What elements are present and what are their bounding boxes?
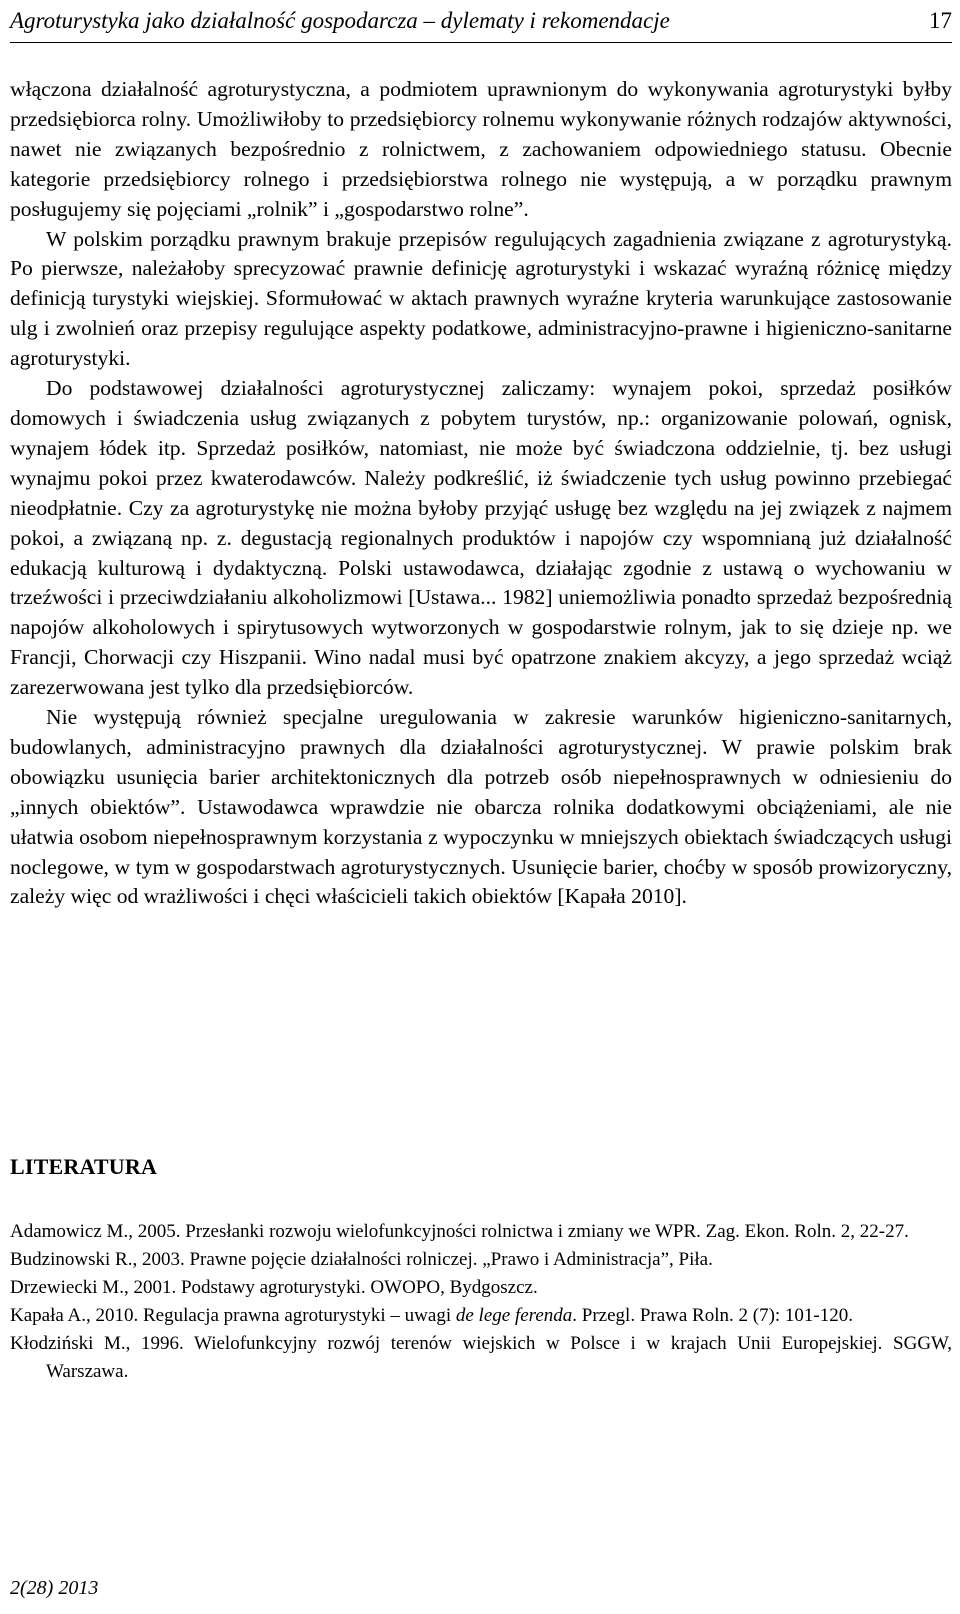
page-number: 17 (929, 8, 952, 33)
reference-item (10, 1302, 952, 1330)
reference-text: Kapała A., 2010. Regulacja prawna agroturystyki – uwagi (10, 1305, 456, 1326)
reference-item (10, 1218, 952, 1246)
main-text (10, 75, 952, 912)
reference-item (10, 1246, 952, 1274)
reference-italic-text: de lege ferenda (455, 1305, 573, 1326)
reference-list (10, 1218, 952, 1386)
reference-item (10, 1330, 952, 1386)
paragraph: włączona działalność agroturystyczna, a podmiotem uprawnionym do wykonywania agroturystyki byłby przedsiębiorca rolny. Umożliwiłoby to przedsiębiorcy rolnemu wykonywanie różnych rodzajów aktywności, nawet nie związanych bezpośrednio z rolnictwem, z zachowaniem odpowiedniego statusu. Obecnie kategorie przedsiębiorcy rolnego i przedsiębiorstwa rolnego nie występują, a w porządku prawnym posługujemy się pojęciami „rolnik” i „gospodarstwo rolne”. (10, 77, 952, 221)
paragraph: Do podstawowej działalności agroturystycznej zaliczamy: wynajem pokoi, sprzedaż posiłków domowych i świadczenia usług związanych z pobytem turystów, np.: organizowanie polowań, ognisk, wynajem łódek itp. Sprzedaż posiłków, natomiast, nie może być świadczona oddzielnie, tj. bez usługi wynajmu pokoi przez kwaterodawców. Należy podkreślić, iż świadczenie tych usług powinno przebiegać nieodpłatnie. Czy za agroturystykę nie można byłoby przyjąć usługę bez względu na jej związek z najmem pokoi, a związaną np. z. degustacją regionalnych produktów i napojów czy wspomnianą już działalność edukacją kulturową i dydaktyczną. Polski ustawodawca, działając zgodnie z ustawą o wychowaniu w trzeźwości i przeciwdziałaniu alkoholizmowi [Ustawa... 1982] uniemożliwia ponadto sprzedaż bezpośrednią napojów alkoholowych i spirytusowych wytworzonych w gospodarstwie rolnym, jak to się dzieje np. we Francji, Chorwacji czy Hiszpanii. Wino nadal musi być opatrzone znakiem akcyzy, a jego sprzedaż wciąż zarezerwowana jest tylko dla przedsiębiorców. (10, 376, 952, 700)
paragraph: Nie występują również specjalne uregulowania w zakresie warunków higieniczno-sanitarnych, budowlanych, administracyjno prawnych dla działalności agroturystycznej. W prawie polskim brak obowiązku usunięcia barier architektonicznych dla potrzeb osób niepełnosprawnych w odniesieniu do „innych obiektów”. Ustawodawca wprawdzie nie obarcza rolnika dodatkowymi obciążeniami, ale nie ułatwia osobom niepełnosprawnym korzystania z wypoczynku w mniejszych obiektach świadczących usługi noclegowe, w tym w gospodarstwach agroturystycznych. Usunięcie barier, choćby w sposób prowizoryczny, zależy więc od wrażliwości i chęci właścicieli takich obiektów [Kapała 2010]. (10, 705, 952, 909)
reference-text: Kłodziński M., 1996. Wielofunkcyjny rozwój terenów wiejskich w Polsce i w krajach Unii Europejskiej. SGGW, Warszawa. (10, 1333, 952, 1382)
paragraph: W polskim porządku prawnym brakuje przepisów regulujących zagadnienia związane z agroturystyką. Po pierwsze, należałoby sprecyzować prawnie definicję agroturystyki i wskazać wyraźną różnicę między definicją turystyki wiejskiej. Sformułować w aktach prawnych wyraźne kryteria warunkujące zastosowanie ulg i zwolnień oraz przepisy regulujące aspekty podatkowe, administracyjno-prawne i higieniczno-sanitarne agroturystyki. (10, 226, 952, 371)
reference-text-after: . Przegl. Prawa Roln. 2 (7): 101-120. (572, 1305, 854, 1326)
reference-text: Budzinowski R., 2003. Prawne pojęcie działalności rolniczej. „Prawo i Administracja”, Piła. (10, 1249, 713, 1270)
running-header (10, 2, 952, 43)
reference-text: Drzewiecki M., 2001. Podstawy agroturystyki. OWOPO, Bydgoszcz. (10, 1277, 538, 1298)
running-title: Agroturystyka jako działalność gospodarcza – dylematy i rekomendacje (10, 8, 670, 33)
issue-footer: 2(28) 2013 (10, 1577, 99, 1599)
reference-item (10, 1274, 952, 1302)
reference-text: Adamowicz M., 2005. Przesłanki rozwoju wielofunkcyjności rolnictwa i zmiany we WPR. Zag. Ekon. Roln. 2, 22-27. (10, 1221, 909, 1242)
literature-heading: LITERATURA (10, 1154, 158, 1179)
